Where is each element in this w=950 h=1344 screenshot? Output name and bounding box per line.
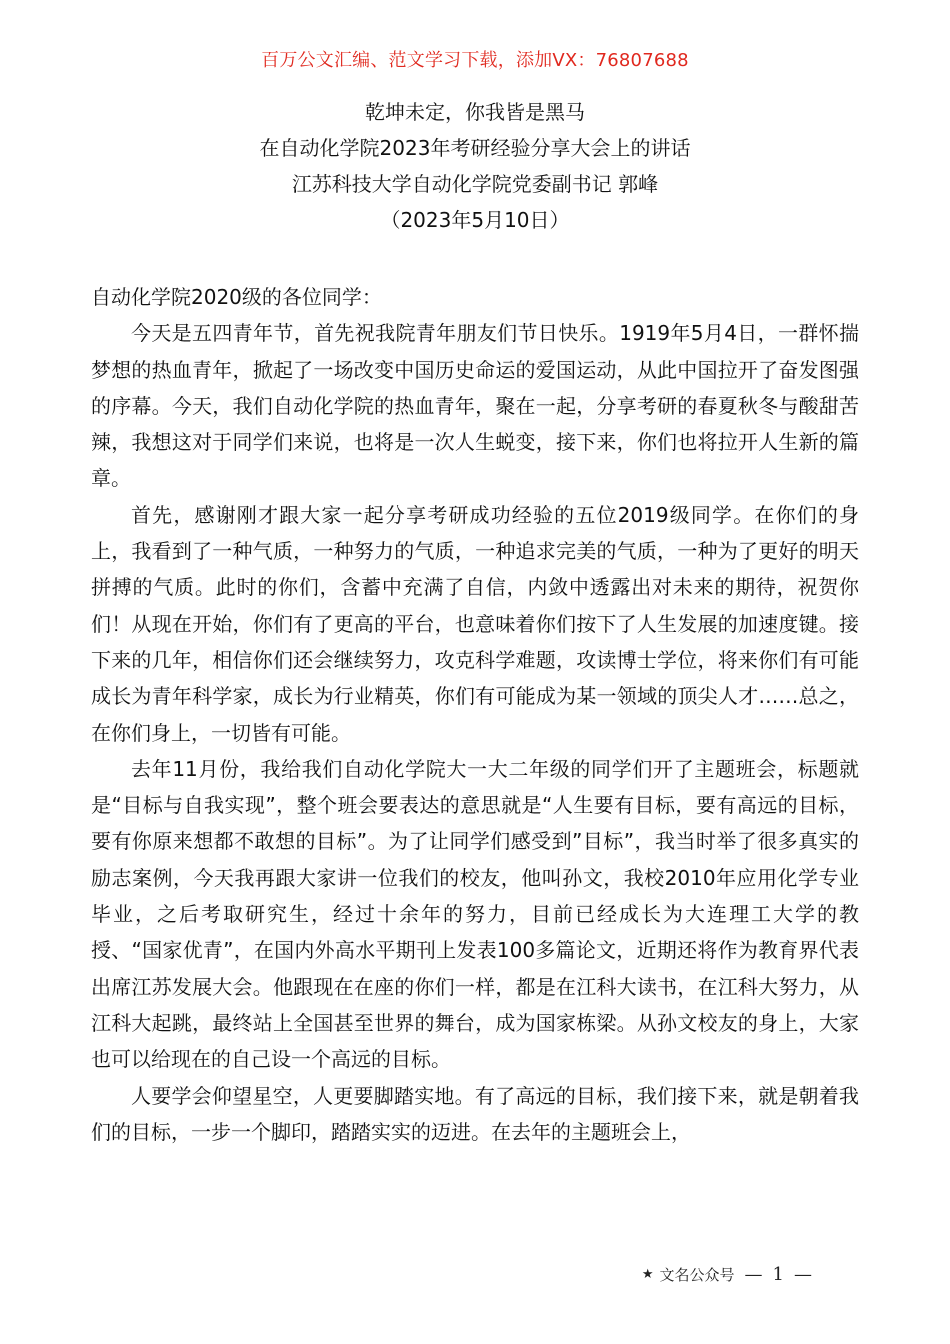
paragraph-3: 去年11月份，我给我们自动化学院大一大二年级的同学们开了主题班会，标题就是“目标与自我实现”，整个班会要表达的意思就是“人生要有目标，要有高远的目标，要有你原来想都不敢想的目标”。为了让同学们感受到”目标”，我当时举了很多真实的励志案例，今天我再跟大家讲一位我们的校友，他叫孙文，我校2010年应用化学专业毕业，之后考取研究生，经过十余年的努力，目前已经成长为大连理工大学的教授、“国家优青”，在国内外高水平期刊上发表100多篇论文，近期还将作为教育界代表出席江苏发展大会。他跟现在在座的你们一样，都是在江科大读书，在江科大努力，从江科大起跳，最终站上全国甚至世界的舞台，成为国家栋梁。从孙文校友的身上，大家也可以给现在的自己设一个高远的目标。 — [91, 756, 859, 1072]
dash-left: — — [744, 1264, 763, 1285]
page-number: 1 — [772, 1264, 784, 1285]
speech-title: 乾坤未定，你我皆是黑马 — [365, 100, 585, 124]
footer-source: 文名公众号 — [659, 1266, 735, 1284]
star-icon: ★ — [641, 1267, 654, 1282]
paragraph-4: 人要学会仰望星空，人更要脚踏实地。有了高远的目标，我们接下来，就是朝着我们的目标，一步一个脚印，踏踏实实的迈进。在去年的主题班会上， — [91, 1083, 859, 1144]
speaker-line: 江苏科技大学自动化学院党委副书记 郭峰 — [291, 172, 659, 196]
page-footer — [642, 1264, 818, 1285]
dash-right: — — [794, 1264, 812, 1285]
title-block — [0, 94, 950, 238]
paragraph-2: 首先，感谢刚才跟大家一起分享考研成功经验的五位2019级同学。在你们的身上，我看到了一种气质，一种努力的气质，一种追求完美的气质，一种为了更好的明天拼搏的气质。此时的你们，含蓄中充满了自信，内敛中透露出对未来的期待，祝贺你们！从现在开始，你们有了更高的平台，也意味着你们按下了人生发展的加速度键。接下来的几年，相信你们还会继续努力，攻克科学难题，攻读博士学位，将来你们有可能成长为青年科学家，成长为行业精英，你们有可能成为某一领域的顶尖人才……总之，在你们身上，一切皆有可能。 — [91, 502, 859, 745]
promo-banner: 百万公文汇编、范文学习下载，添加VX：76807688 — [261, 50, 689, 71]
speech-date: （2023年5月10日） — [380, 208, 570, 232]
salutation: 自动化学院2020级的各位同学： — [91, 285, 382, 309]
paragraph-1: 今天是五四青年节，首先祝我院青年朋友们节日快乐。1919年5月4日，一群怀揣梦想的热血青年，掀起了一场改变中国历史命运的爱国运动，从此中国拉开了奋发图强的序幕。今天，我们自动化学院的热血青年，聚在一起，分享考研的春夏秋冬与酸甜苦辣，我想这对于同学们来说，也将是一次人生蜕变，接下来，你们也将拉开人生新的篇章。 — [91, 321, 859, 491]
speech-subtitle: 在自动化学院2023年考研经验分享大会上的讲话 — [259, 136, 691, 160]
speech-body — [91, 279, 859, 1150]
